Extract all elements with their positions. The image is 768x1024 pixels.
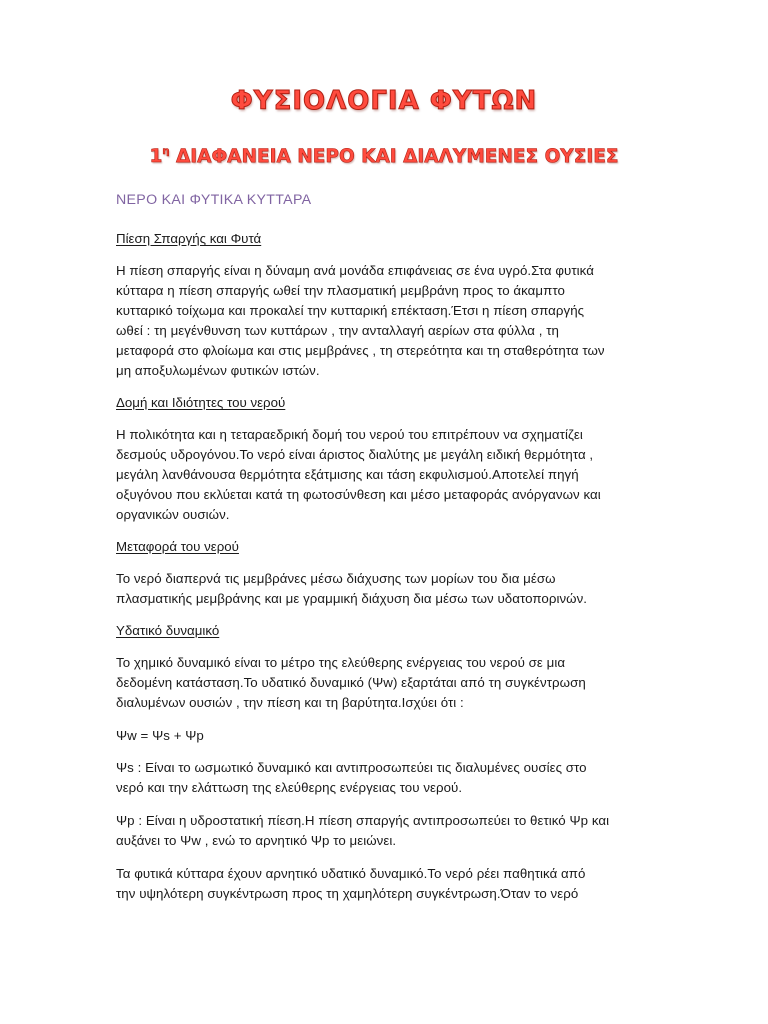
sub-heading-water-structure: Δομή και Ιδιότητες του νερού — [116, 395, 286, 410]
text-line: την υψηλότερη συγκέντρωση προς τη χαμηλότερη συγκέντρωση.Όταν το νερό — [116, 886, 579, 901]
text-line: οργανικών ουσιών. — [116, 507, 230, 522]
text-line: νερό και την ελάττωση της ελεύθερης ενέργειας του νερού. — [116, 780, 463, 795]
formula-water-potential: Ψw = Ψs + Ψp — [116, 728, 204, 743]
text-line: μεταφορά στο φλοίωμα και στις μεμβράνες , τη στερεότητα και τη σταθερότητα των — [116, 343, 605, 358]
text-line: Η πολικότητα και η τεταραεδρική δομή του νερού του επιτρέπουν να σχηματίζει — [116, 427, 583, 442]
definition-osmotic-potential — [116, 758, 664, 798]
text-line: κύτταρα η πίεση σπαργής ωθεί την πλασματική μεμβράνη προς το άκαμπτο — [116, 283, 565, 298]
text-line: μη αποξυλωμένων φυτικών ιστών. — [116, 363, 320, 378]
text-line: διαλυμένων ουσιών , την πίεση και τη βαρύτητα.Ισχύει ότι : — [116, 695, 464, 710]
sub-heading-turgor-pressure: Πίεση Σπαργής και Φυτά — [116, 231, 262, 246]
paragraph-water-transport — [116, 569, 664, 609]
text-line: Το νερό διαπερνά τις μεμβράνες μέσω διάχυσης των μορίων του δια μέσω — [116, 571, 556, 586]
paragraph-turgor-pressure — [116, 261, 664, 381]
text-line: Η πίεση σπαργής είναι η δύναμη ανά μονάδα επιφάνειας σε ένα υγρό.Στα φυτικά — [116, 263, 594, 278]
section-heading: ΝΕΡΟ ΚΑΙ ΦΥΤΙΚΑ ΚΥΤΤΑΡΑ — [116, 192, 312, 208]
sub-heading-water-transport: Μεταφορά του νερού — [116, 539, 239, 554]
text-line: κυτταρικό τοίχωμα και προκαλεί την κυτταρική επέκταση.Έτσι η πίεση σπαργής — [116, 303, 585, 318]
document-subtitle — [0, 146, 768, 167]
paragraph-water-potential — [116, 653, 664, 713]
paragraph-water-structure — [116, 425, 664, 525]
subtitle-number: 1 — [149, 146, 163, 167]
document-title: ΦΥΣΙΟΛΟΓΙΑ ΦΥΤΩΝ — [230, 86, 538, 116]
text-line: δεδομένη κατάσταση.Το υδατικό δυναμικό (Ψw) εξαρτάται από τη συγκέντρωση — [116, 675, 586, 690]
subtitle-superscript: η — [162, 146, 170, 157]
text-line: αυξάνει το Ψw , ενώ το αρνητικό Ψp το μειώνει. — [116, 833, 397, 848]
text-line: οξυγόνου που εκλύεται κατά τη φωτοσύνθεση και μέσο μεταφοράς ανόργανων και — [116, 487, 601, 502]
text-line: δεσμούς υδρογόνου.Το νερό είναι άριστος διαλύτης με μεγάλη ειδική θερμότητα , — [116, 447, 594, 462]
text-line: μεγάλη λανθάνουσα θερμότητα εξάτμισης και τάση εκφυλισμού.Αποτελεί πηγή — [116, 467, 579, 482]
text-line: ωθεί : τη μεγένθυνση των κυττάρων , την ανταλλαγή αερίων στα φύλλα , τη — [116, 323, 559, 338]
text-line: Το χημικό δυναμικό είναι το μέτρο της ελεύθερης ενέργειας του νερού σε μια — [116, 655, 566, 670]
document-body — [116, 192, 664, 917]
text-line: Ψp : Είναι η υδροστατική πίεση.Η πίεση σπαργής αντιπροσωπεύει το θετικό Ψp και — [116, 813, 610, 828]
paragraph-final — [116, 864, 664, 904]
text-line: Ψs : Είναι το ωσμωτικό δυναμικό και αντιπροσωπεύει τις διαλυμένες ουσίες στο — [116, 760, 587, 775]
text-line: Τα φυτικά κύτταρα έχουν αρνητικό υδατικό δυναμικό.Το νερό ρέει παθητικά από — [116, 866, 586, 881]
text-line: πλασματικής μεμβράνης και με γραμμική διάχυση δια μέσω των υδατοπορινών. — [116, 591, 588, 606]
definition-pressure-potential — [116, 811, 664, 851]
subtitle-text: ΔΙΑΦΑΝΕΙΑ ΝΕΡΟ ΚΑΙ ΔΙΑΛΥΜΕΝΕΣ ΟΥΣΙΕΣ — [169, 146, 619, 167]
sub-heading-water-potential: Υδατικό δυναμικό — [116, 623, 220, 638]
